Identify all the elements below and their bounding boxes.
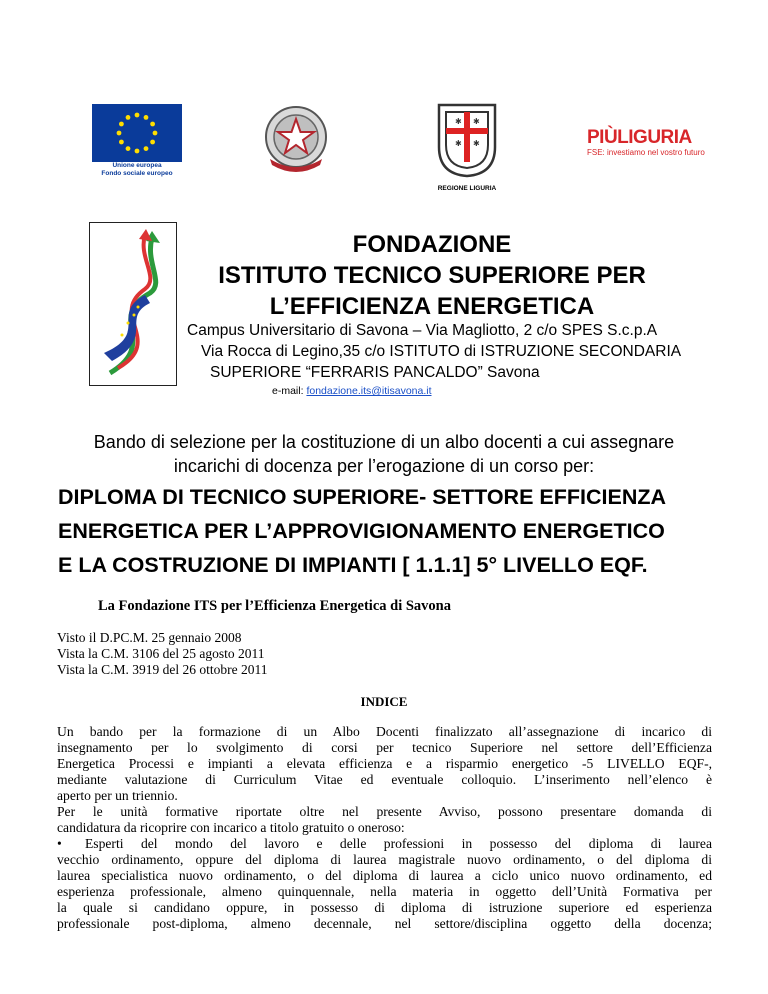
diploma-line-2: ENERGETICA PER L’APPROVIGIONAMENTO ENERGETICO — [58, 519, 665, 543]
email-label: e-mail: — [272, 385, 307, 397]
piuliguria-subtitle: FSE: investiamo nel vostro futuro — [587, 148, 705, 157]
eu-logo — [92, 104, 182, 178]
fondazione-line: La Fondazione ITS per l’Efficienza Energetica di Savona — [98, 598, 451, 614]
its-spiral-icon — [90, 223, 176, 385]
its-logo — [89, 222, 177, 386]
body-line: aperto per un triennio. — [57, 788, 178, 803]
svg-text:✱: ✱ — [473, 139, 480, 148]
bullet-line: professionale post-diploma, almeno decennale, nel settore/disciplina oggetto della docenza; — [57, 916, 712, 931]
bando-line-2: incarichi di docenza per l’erogazione di un corso per: — [173, 456, 595, 476]
eu-flag-icon — [92, 104, 182, 162]
body-line: Un bando per la formazione di un Albo Docenti finalizzato all’assegnazione di incarico di — [57, 724, 712, 739]
bullet-line: la quale si candidano oppure, in possesso di diploma di istruzione superiore ed esperienza — [57, 900, 712, 915]
bando-text — [60, 430, 708, 478]
italian-republic-emblem — [260, 103, 332, 175]
emblem-icon — [260, 103, 332, 175]
body-line: candidatura da ricoprire con incarico a titolo gratuito o oneroso: — [57, 820, 405, 835]
bullet-icon: • — [57, 836, 62, 851]
address-line-2: Via Rocca di Legino,35 c/o ISTITUTO di ISTRUZIONE SECONDARIA — [201, 343, 682, 360]
diploma-line-3: E LA COSTRUZIONE DI IMPIANTI [ 1.1.1] 5° LIVELLO EQF. — [58, 553, 648, 577]
email-link[interactable]: fondazione.its@itisavona.it — [306, 385, 432, 397]
body-line: insegnamento per lo svolgimento di corsi per tecnico Superiore nel settore dell’Efficienza — [57, 740, 712, 755]
piuliguria-logo — [587, 128, 747, 160]
piuliguria-title: PIÙLIGURIA — [587, 127, 692, 148]
visto-1: Visto il D.PC.M. 25 gennaio 2008 — [57, 630, 242, 645]
regione-liguria-logo — [436, 102, 498, 192]
bullet-line: vecchio ordinamento, oppure del diploma di laurea magistrale nuovo ordinamento, o del diploma di — [57, 852, 712, 867]
address-line-1: Campus Universitario di Savona – Via Magliotto, 2 c/o SPES S.c.p.A — [187, 322, 658, 339]
body-line: mediante valutazione di Curriculum Vitae ed eventuale colloquio. L’inserimento nell’elenco è — [57, 772, 712, 787]
liguria-shield-icon — [436, 102, 498, 178]
body-line: Energetica Processi e impianti a elevata efficienza e a risparmio energetico -5 LIVELLO EQF-, — [57, 756, 712, 771]
bullet-line: esperienza professionale, almeno quinquennale, nella materia in oggetto dell’Unità Formativa per — [57, 884, 712, 899]
svg-text:✱: ✱ — [473, 117, 480, 126]
indice-heading: INDICE — [360, 694, 408, 709]
visto-2: Vista la C.M. 3106 del 25 agosto 2011 — [57, 646, 265, 661]
diploma-heading — [58, 480, 666, 582]
foundation-title-line-1: FONDAZIONE — [352, 231, 512, 258]
liguria-caption: REGIONE LIGURIA — [437, 185, 497, 192]
bullet-line: laurea specialistica nuovo ordinamento, o del diploma di laurea a ciclo unico nuovo ordinamento, ed — [57, 868, 712, 883]
address-line-3: SUPERIORE “FERRARIS PANCALDO” Savona — [210, 364, 540, 381]
foundation-title — [176, 229, 688, 322]
foundation-title-line-2: ISTITUTO TECNICO SUPERIORE PER — [218, 262, 646, 289]
svg-text:✱: ✱ — [455, 117, 462, 126]
body-text — [57, 724, 712, 932]
visto-3: Vista la C.M. 3919 del 26 ottobre 2011 — [57, 662, 268, 677]
eu-caption-2: Fondo sociale europeo — [101, 170, 173, 177]
bando-line-1: Bando di selezione per la costituzione di un albo docenti a cui assegnare — [93, 432, 675, 452]
email-line — [272, 385, 432, 397]
diploma-line-1: DIPLOMA DI TECNICO SUPERIORE- SETTORE EFFICIENZA — [58, 485, 667, 509]
bullet-line-1-text: Esperti del mondo del lavoro e delle professioni in possesso del diploma di laurea — [85, 836, 712, 851]
bullet-item-line — [57, 836, 712, 852]
visti-list — [57, 630, 268, 678]
eu-caption-1: Unione europea — [112, 162, 162, 169]
body-line: Per le unità formative riportate oltre nel presente Avviso, possono presentare domanda di — [57, 804, 712, 819]
foundation-title-line-3: L’EFFICIENZA ENERGETICA — [269, 293, 595, 320]
svg-text:✱: ✱ — [455, 139, 462, 148]
